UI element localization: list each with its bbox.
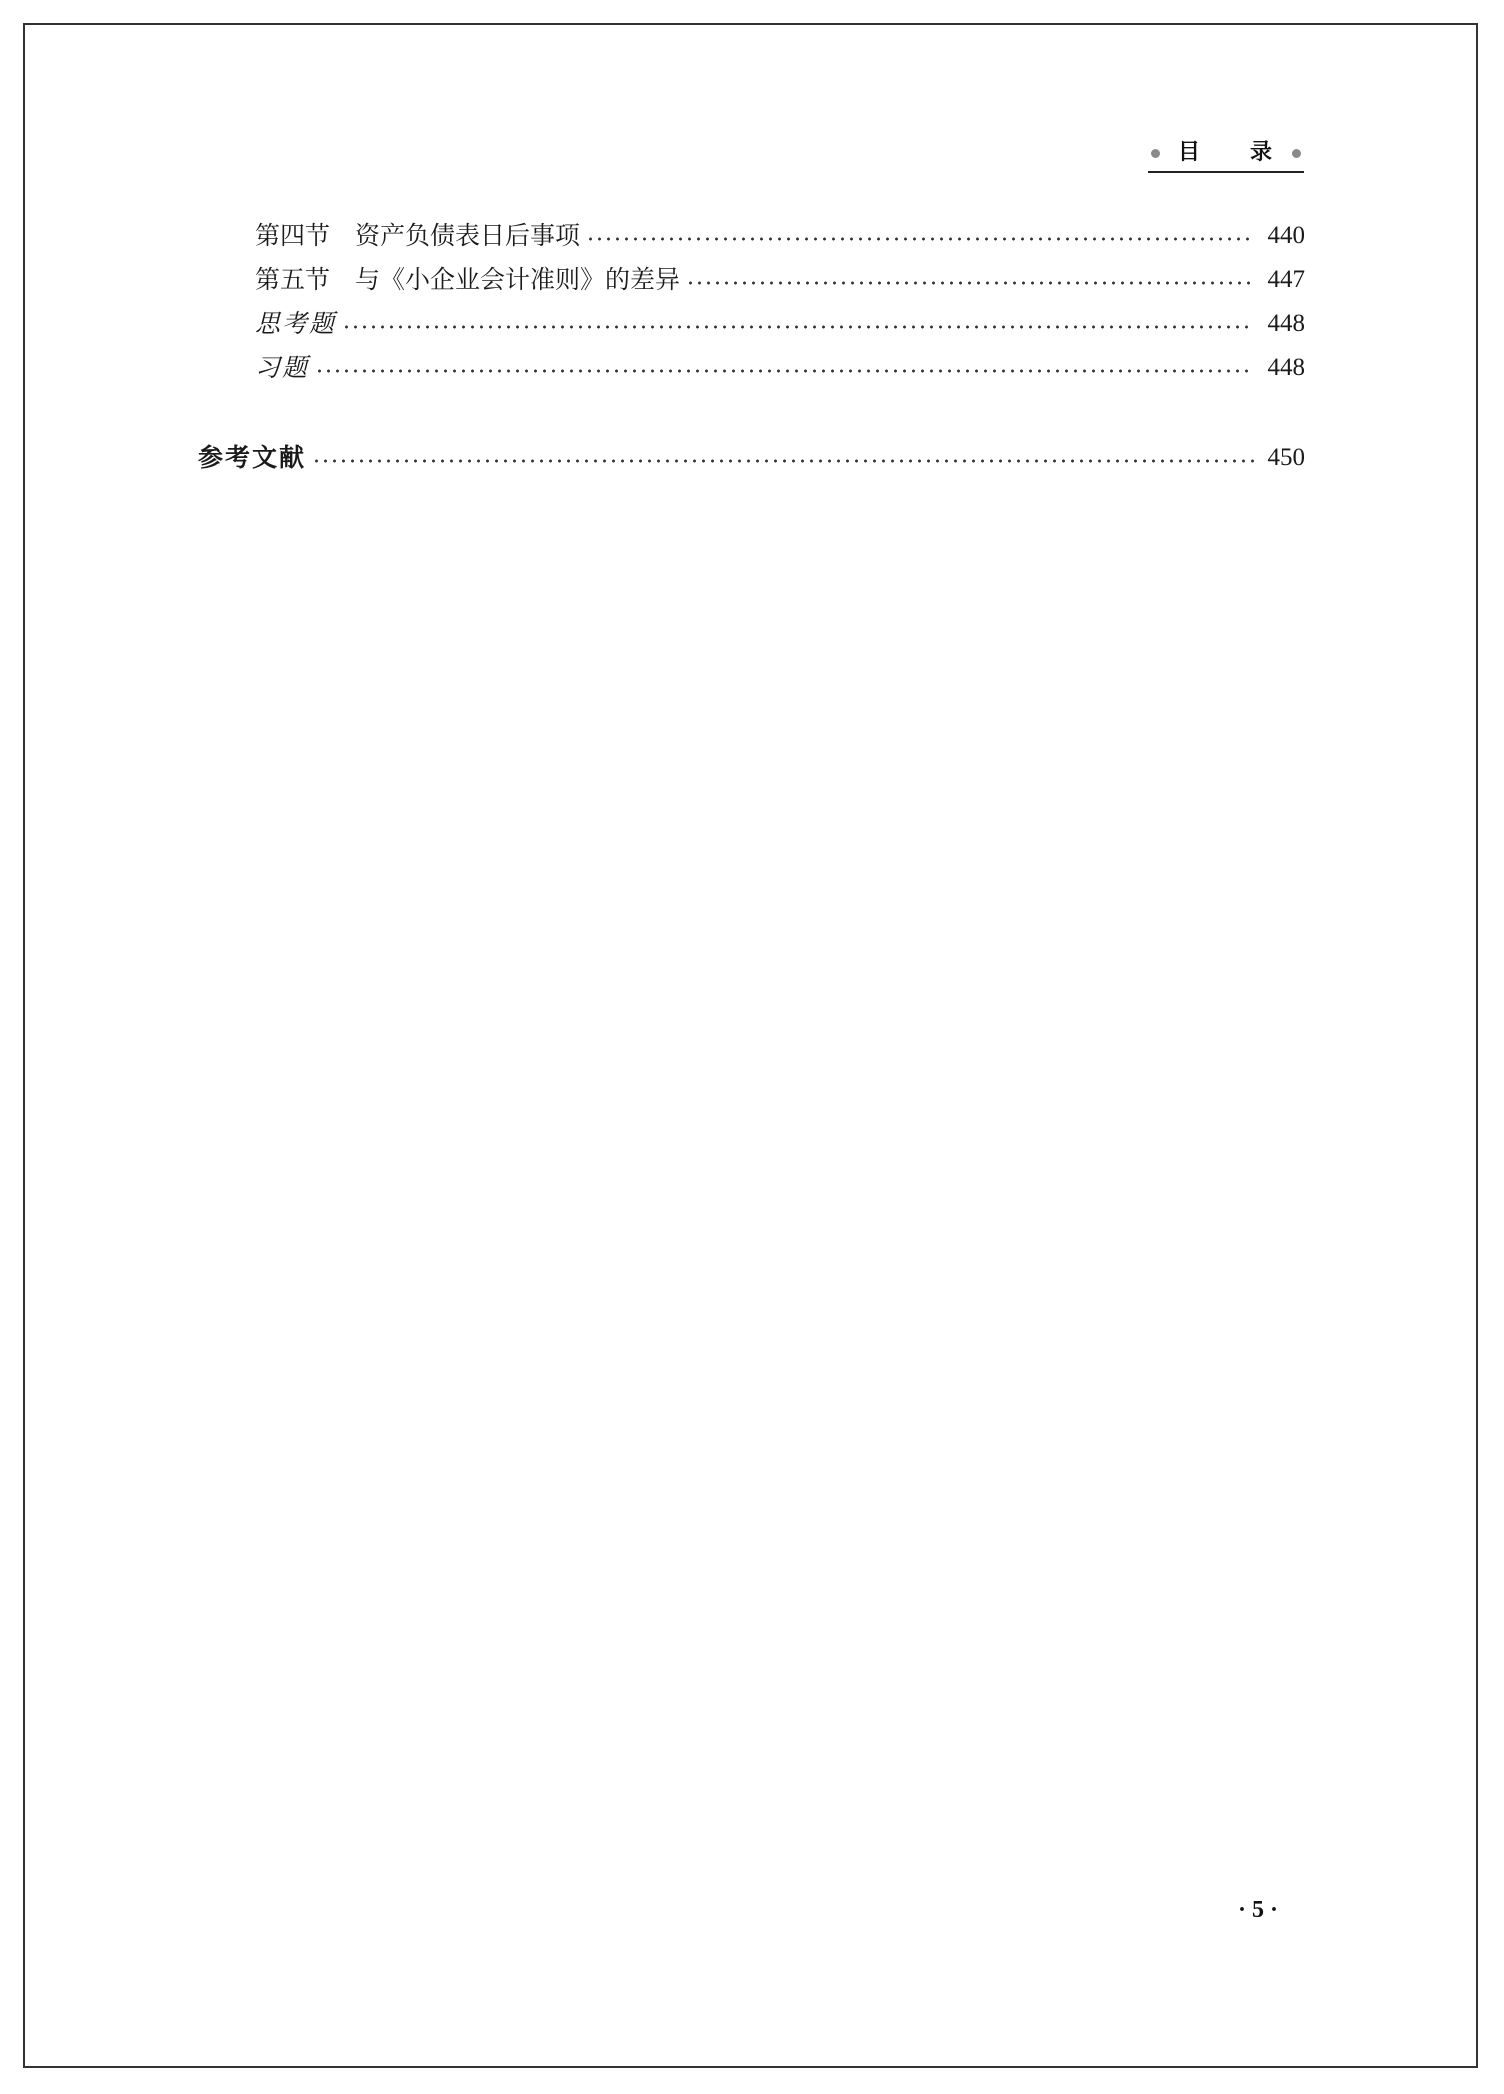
running-header-char-2: 录 [1250, 140, 1273, 165]
running-header [1148, 139, 1304, 173]
toc-entry-label: 思考题 [255, 309, 337, 338]
toc-entry-exercises[interactable] [255, 348, 1305, 388]
toc-entry-questions[interactable] [255, 304, 1305, 344]
toc-entry-section-5[interactable] [255, 260, 1305, 300]
dot-leader [312, 459, 1253, 463]
bullet-dot-icon [1292, 149, 1301, 158]
toc-entry-label: 参考文献 [198, 443, 307, 472]
running-header-char-1: 目 [1178, 140, 1201, 165]
toc-entry-page-number: 447 [1267, 266, 1305, 293]
dot-leader [342, 325, 1253, 329]
toc-entry-section-4[interactable] [255, 216, 1305, 256]
toc-entry-label: 第四节 资产负债表日后事项 [255, 221, 581, 250]
dot-leader [686, 281, 1253, 285]
bullet-dot-icon [1151, 149, 1160, 158]
toc-entry-page-number: 440 [1267, 222, 1305, 249]
toc-entry-page-number: 450 [1267, 444, 1305, 471]
toc-entry-references[interactable] [198, 438, 1305, 478]
dot-leader [586, 237, 1253, 241]
dot-leader [315, 369, 1253, 373]
page-number: · 5 · [1237, 1897, 1278, 1923]
toc-entry-label: 第五节 与《小企业会计准则》的差异 [255, 265, 681, 294]
toc-entry-label: 习题 [255, 353, 310, 382]
toc-entry-page-number: 448 [1267, 310, 1305, 337]
toc-entry-page-number: 448 [1267, 354, 1305, 381]
